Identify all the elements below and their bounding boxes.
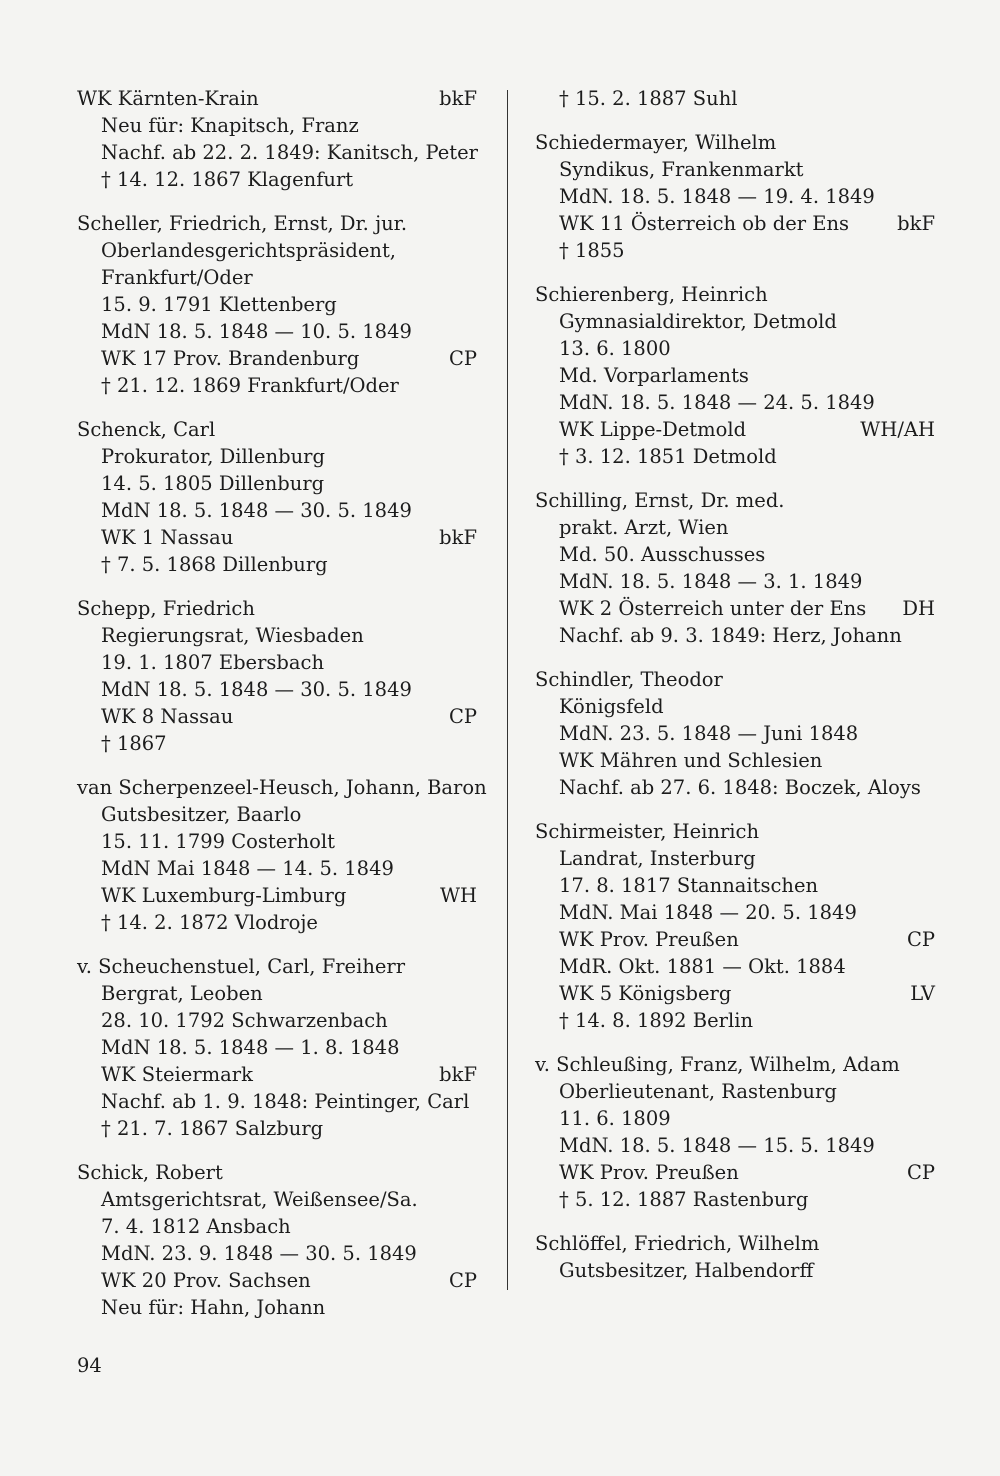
register-entry: [535, 281, 935, 470]
entry-detail-line: [77, 730, 477, 757]
line-text: 28. 10. 1792 Schwarzenbach: [101, 1009, 388, 1032]
line-text: MdN. 18. 5. 1848 — 3. 1. 1849: [559, 570, 863, 593]
line-text: Schenck, Carl: [77, 418, 216, 441]
line-text: WK Luxemburg-Limburg: [101, 884, 347, 907]
line-text: 19. 1. 1807 Ebersbach: [101, 651, 325, 674]
entry-detail-line: [535, 335, 935, 362]
entry-detail-line: [77, 882, 477, 909]
line-text: † 14. 8. 1892 Berlin: [559, 1009, 754, 1032]
entry-name: [535, 666, 935, 693]
entry-detail-line: [535, 1132, 935, 1159]
line-text: Gutsbesitzer, Halbendorff: [559, 1259, 814, 1282]
line-text: WK 8 Nassau: [101, 705, 234, 728]
entry-detail-line: [77, 1061, 477, 1088]
entry-name: [535, 129, 935, 156]
entry-name: [535, 818, 935, 845]
line-text: Gutsbesitzer, Baarlo: [101, 803, 302, 826]
line-text: Schepp, Friedrich: [77, 597, 255, 620]
line-text: prakt. Arzt, Wien: [559, 516, 729, 539]
line-text: 7. 4. 1812 Ansbach: [101, 1215, 291, 1238]
entry-detail-line: [535, 308, 935, 335]
entry-detail-line: [77, 264, 477, 291]
line-text: 17. 8. 1817 Stannaitschen: [559, 874, 819, 897]
register-entry: [77, 416, 477, 578]
entry-detail-line: [77, 1240, 477, 1267]
faction-tag: DH: [902, 597, 935, 620]
faction-tag: CP: [448, 347, 477, 370]
entry-detail-line: [77, 1088, 477, 1115]
line-text: MdR. Okt. 1881 — Okt. 1884: [559, 955, 846, 978]
line-text: WK Steiermark: [101, 1063, 253, 1086]
entry-detail-line: [535, 237, 935, 264]
entry-detail-line: [77, 470, 477, 497]
entry-detail-line: [77, 318, 477, 345]
register-entry: [535, 129, 935, 264]
entry-detail-line: [77, 166, 477, 193]
line-text: WK Mähren und Schlesien: [559, 749, 823, 772]
line-text: WK Prov. Preußen: [559, 1161, 739, 1184]
faction-tag: bkF: [439, 87, 477, 110]
entry-detail-line: [77, 703, 477, 730]
entry-name: [77, 85, 477, 112]
line-text: 13. 6. 1800: [559, 337, 671, 360]
line-text: Schindler, Theodor: [535, 668, 723, 691]
line-text: Scheller, Friedrich, Ernst, Dr. jur.: [77, 212, 408, 235]
line-text: Schirmeister, Heinrich: [535, 820, 760, 843]
line-text: Oberlieutenant, Rastenburg: [559, 1080, 837, 1103]
line-text: MdN. 23. 9. 1848 — 30. 5. 1849: [101, 1242, 417, 1265]
line-text: MdN 18. 5. 1848 — 30. 5. 1849: [101, 499, 412, 522]
line-text: MdN. 18. 5. 1848 — 24. 5. 1849: [559, 391, 875, 414]
register-entry: [535, 1051, 935, 1213]
line-text: Landrat, Insterburg: [559, 847, 756, 870]
page-number: 94: [77, 1354, 102, 1377]
register-entry: [77, 774, 487, 936]
line-text: † 5. 12. 1887 Rastenburg: [559, 1188, 809, 1211]
entry-detail-line: [77, 1007, 477, 1034]
entry-detail-line: [535, 595, 935, 622]
entry-detail-line: [77, 524, 477, 551]
line-text: MdN. 18. 5. 1848 — 15. 5. 1849: [559, 1134, 875, 1157]
entry-detail-line: [77, 237, 477, 264]
line-text: † 21. 7. 1867 Salzburg: [101, 1117, 324, 1140]
entry-name: [77, 1159, 477, 1186]
line-text: WK Lippe-Detmold: [559, 418, 747, 441]
line-text: Schlöffel, Friedrich, Wilhelm: [535, 1232, 820, 1255]
line-text: † 15. 2. 1887 Suhl: [559, 87, 738, 110]
entry-detail-line: [535, 1186, 935, 1213]
line-text: Syndikus, Frankenmarkt: [559, 158, 804, 181]
line-text: v. Schleußing, Franz, Wilhelm, Adam: [535, 1053, 900, 1076]
faction-tag: bkF: [897, 212, 935, 235]
entry-detail-line: [535, 953, 935, 980]
line-text: † 21. 12. 1869 Frankfurt/Oder: [101, 374, 399, 397]
entry-detail-line: [535, 1257, 935, 1284]
line-text: Neu für: Knapitsch, Franz: [101, 114, 359, 137]
line-text: WK 2 Österreich unter der Ens: [559, 597, 867, 620]
line-text: Amtsgerichtsrat, Weißensee/Sa.: [101, 1188, 418, 1211]
line-text: WK 20 Prov. Sachsen: [101, 1269, 311, 1292]
entry-detail-line: [77, 676, 477, 703]
faction-tag: bkF: [439, 526, 477, 549]
entry-detail-line: [77, 909, 477, 936]
faction-tag: WH/AH: [860, 418, 935, 441]
entry-detail-line: [77, 497, 477, 524]
line-text: Prokurator, Dillenburg: [101, 445, 325, 468]
register-entry: [535, 85, 935, 112]
register-entry: [535, 1230, 935, 1284]
entry-name: [77, 416, 477, 443]
line-text: Schiedermayer, Wilhelm: [535, 131, 777, 154]
entry-detail-line: [535, 443, 935, 470]
entry-detail-line: [535, 980, 935, 1007]
line-text: WK 17 Prov. Brandenburg: [101, 347, 360, 370]
entry-detail-line: [535, 622, 935, 649]
entry-detail-line: [535, 389, 935, 416]
line-text: † 7. 5. 1868 Dillenburg: [101, 553, 328, 576]
line-text: WK Prov. Preußen: [559, 928, 739, 951]
entry-detail-line: [77, 649, 477, 676]
entry-detail-line: [77, 551, 477, 578]
entry-detail-line: [535, 1078, 935, 1105]
entry-name: [535, 1051, 935, 1078]
right-column: [535, 85, 935, 1284]
line-text: WK 11 Österreich ob der Ens: [559, 212, 850, 235]
faction-tag: CP: [906, 928, 935, 951]
entry-detail-line: [77, 372, 477, 399]
line-text: † 1867: [101, 732, 167, 755]
line-text: 11. 6. 1809: [559, 1107, 671, 1130]
register-entry: [535, 666, 935, 801]
column-divider: [507, 90, 508, 1290]
entry-detail-line: [535, 568, 935, 595]
faction-tag: CP: [448, 705, 477, 728]
entry-name: [77, 210, 477, 237]
line-text: † 14. 12. 1867 Klagenfurt: [101, 168, 354, 191]
line-text: MdN. 18. 5. 1848 — 19. 4. 1849: [559, 185, 875, 208]
faction-tag: bkF: [439, 1063, 477, 1086]
line-text: 14. 5. 1805 Dillenburg: [101, 472, 325, 495]
line-text: Oberlandesgerichtspräsident,: [101, 239, 396, 262]
entry-detail-line: [535, 720, 935, 747]
entry-detail-line: [77, 291, 477, 318]
entry-detail-line: [77, 1213, 477, 1240]
entry-detail-line: [77, 1115, 477, 1142]
entry-detail-line: [535, 926, 935, 953]
line-text: MdN. 23. 5. 1848 — Juni 1848: [559, 722, 859, 745]
entry-detail-line: [535, 362, 935, 389]
entry-detail-line: [77, 828, 477, 855]
line-text: Neu für: Hahn, Johann: [101, 1296, 326, 1319]
line-text: Schierenberg, Heinrich: [535, 283, 768, 306]
line-text: 15. 9. 1791 Klettenberg: [101, 293, 337, 316]
entry-name: [77, 953, 477, 980]
entry-detail-line: [535, 774, 935, 801]
entry-detail-line: [77, 1294, 477, 1321]
line-text: MdN 18. 5. 1848 — 1. 8. 1848: [101, 1036, 400, 1059]
register-entry: [77, 85, 477, 193]
line-text: MdN Mai 1848 — 14. 5. 1849: [101, 857, 394, 880]
register-entry: [77, 595, 477, 757]
faction-tag: LV: [910, 982, 935, 1005]
line-text: Nachf. ab 22. 2. 1849: Kanitsch, Peter: [101, 141, 478, 164]
entry-detail-line: [77, 622, 477, 649]
line-text: WK 5 Königsberg: [559, 982, 732, 1005]
entry-name: [535, 281, 935, 308]
faction-tag: WH: [439, 884, 477, 907]
entry-detail-line: [535, 747, 935, 774]
entry-detail-line: [77, 112, 477, 139]
line-text: v. Scheuchenstuel, Carl, Freiherr: [77, 955, 406, 978]
register-entry: [77, 210, 477, 399]
entry-detail-line: [77, 1186, 477, 1213]
entry-name: [77, 595, 477, 622]
entry-detail-line: [535, 514, 935, 541]
line-text: † 1855: [559, 239, 625, 262]
entry-detail-line: [535, 845, 935, 872]
line-text: Frankfurt/Oder: [101, 266, 253, 289]
line-text: Md. Vorparlaments: [559, 364, 749, 387]
entry-detail-line: [535, 872, 935, 899]
entry-detail-line: [77, 1267, 477, 1294]
entry-detail-line: [535, 693, 935, 720]
line-text: Nachf. ab 27. 6. 1848: Boczek, Aloys: [559, 776, 921, 799]
register-entry: [535, 487, 935, 649]
faction-tag: CP: [906, 1161, 935, 1184]
line-text: Md. 50. Ausschusses: [559, 543, 766, 566]
entry-detail-line: [535, 183, 935, 210]
entry-detail-line: [535, 210, 935, 237]
line-text: Regierungsrat, Wiesbaden: [101, 624, 364, 647]
line-text: Königsfeld: [559, 695, 664, 718]
register-entry: [77, 1159, 477, 1321]
entry-name: [535, 487, 935, 514]
line-text: 15. 11. 1799 Costerholt: [101, 830, 335, 853]
line-text: Bergrat, Leoben: [101, 982, 263, 1005]
entry-name: [77, 774, 487, 801]
line-text: Nachf. ab 9. 3. 1849: Herz, Johann: [559, 624, 902, 647]
entry-detail-line: [77, 801, 477, 828]
line-text: Schick, Robert: [77, 1161, 223, 1184]
line-text: Schilling, Ernst, Dr. med.: [535, 489, 785, 512]
line-text: MdN. Mai 1848 — 20. 5. 1849: [559, 901, 857, 924]
entry-detail-line: [535, 1159, 935, 1186]
register-entry: [77, 953, 477, 1142]
entry-detail-line: [535, 1105, 935, 1132]
faction-tag: CP: [448, 1269, 477, 1292]
entry-detail-line: [77, 139, 477, 166]
entry-detail-line: [77, 345, 477, 372]
entry-detail-line: [77, 855, 477, 882]
line-text: Nachf. ab 1. 9. 1848: Peintinger, Carl: [101, 1090, 470, 1113]
entry-detail-line: [535, 899, 935, 926]
entry-detail-line: [535, 541, 935, 568]
entry-detail-line: [77, 980, 477, 1007]
line-text: MdN 18. 5. 1848 — 30. 5. 1849: [101, 678, 412, 701]
entry-detail-line: [77, 1034, 477, 1061]
entry-detail-line: [535, 156, 935, 183]
left-column: [77, 85, 487, 1321]
line-text: MdN 18. 5. 1848 — 10. 5. 1849: [101, 320, 412, 343]
entry-detail-line: [535, 85, 935, 112]
register-entry: [535, 818, 935, 1034]
line-text: WK 1 Nassau: [101, 526, 234, 549]
line-text: van Scherpenzeel-Heusch, Johann, Baron: [77, 776, 487, 799]
entry-detail-line: [535, 416, 935, 443]
line-text: † 14. 2. 1872 Vlodroje: [101, 911, 318, 934]
entry-name: [535, 1230, 935, 1257]
entry-detail-line: [535, 1007, 935, 1034]
line-text: WK Kärnten-Krain: [77, 87, 259, 110]
line-text: Gymnasialdirektor, Detmold: [559, 310, 837, 333]
line-text: † 3. 12. 1851 Detmold: [559, 445, 777, 468]
entry-detail-line: [77, 443, 477, 470]
